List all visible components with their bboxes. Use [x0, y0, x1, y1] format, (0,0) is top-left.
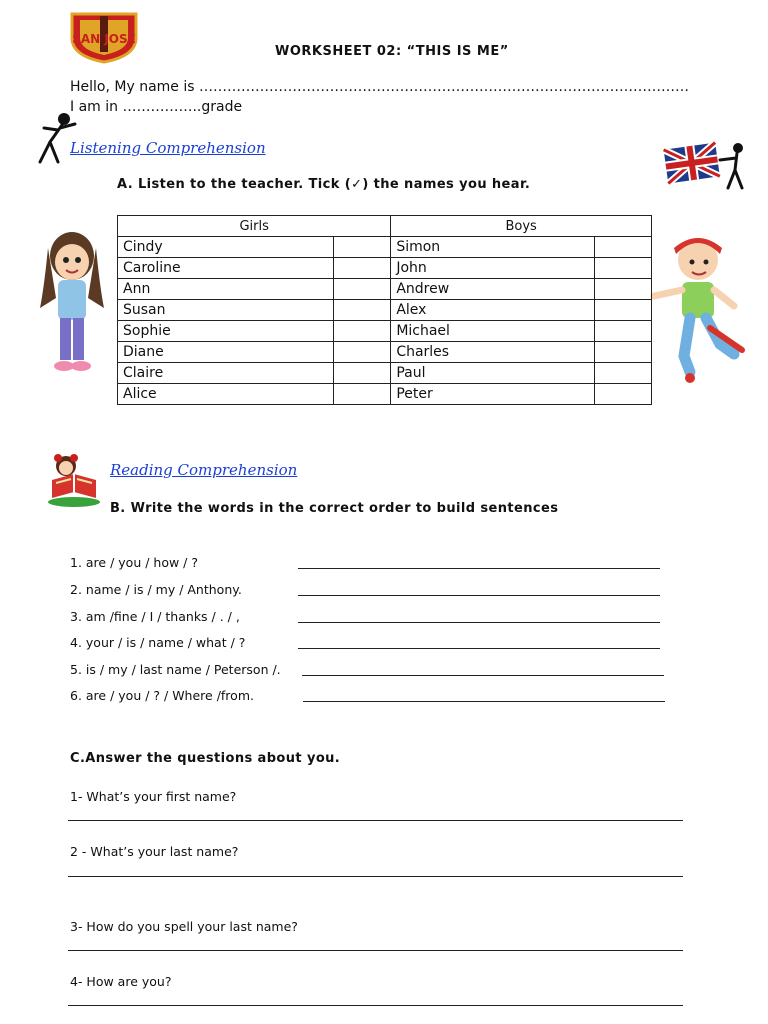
answer-line[interactable]: [68, 876, 683, 877]
tick-box[interactable]: [334, 342, 391, 363]
boy-name: Peter: [391, 384, 595, 405]
boy-name: Charles: [391, 342, 595, 363]
reorder-item-5: 5. is / my / last name / Peterson /.: [70, 662, 281, 677]
girl-name: Caroline: [118, 258, 334, 279]
boy-name: Andrew: [391, 279, 595, 300]
table-row: [118, 363, 652, 384]
uk-flag-icon: [662, 140, 754, 192]
girl-name: Susan: [118, 300, 334, 321]
tick-box[interactable]: [595, 258, 652, 279]
worksheet-title: WORKSHEET 02: “THIS IS ME”: [275, 44, 509, 59]
answer-line[interactable]: [68, 1005, 683, 1006]
question-3: 3- How do you spell your last name?: [70, 919, 298, 934]
table-row: [118, 279, 652, 300]
girl-name: Sophie: [118, 321, 334, 342]
tick-box[interactable]: [334, 321, 391, 342]
reading-heading: Reading Comprehension: [110, 461, 298, 479]
instruction-b: B. Write the words in the correct order to build sentences: [110, 501, 559, 516]
reorder-item-1: 1. are / you / how / ?: [70, 555, 198, 570]
answer-line[interactable]: [298, 622, 660, 623]
boy-name: Michael: [391, 321, 595, 342]
reorder-item-6: 6. are / you / ? / Where /from.: [70, 688, 254, 703]
listening-heading: Listening Comprehension: [70, 139, 266, 157]
tick-box[interactable]: [595, 321, 652, 342]
tick-box[interactable]: [334, 279, 391, 300]
table-row: [118, 300, 652, 321]
boy-name: Paul: [391, 363, 595, 384]
tick-box[interactable]: [595, 237, 652, 258]
table-row: [118, 237, 652, 258]
girl-name: Alice: [118, 384, 334, 405]
girl-name: Cindy: [118, 237, 334, 258]
names-table: [117, 215, 652, 405]
school-crest-logo: [66, 8, 142, 64]
boy-skateboard-cartoon-image: [650, 232, 750, 396]
girl-name: Diane: [118, 342, 334, 363]
tick-box[interactable]: [595, 363, 652, 384]
name-line: Hello, My name is ……………………………………………………………………………………………: [70, 79, 689, 95]
boy-name: John: [391, 258, 595, 279]
girl-name: Claire: [118, 363, 334, 384]
question-2: 2 - What’s your last name?: [70, 844, 239, 859]
table-row: [118, 384, 652, 405]
answer-line[interactable]: [298, 568, 660, 569]
tick-box[interactable]: [334, 258, 391, 279]
instruction-a: A. Listen to the teacher. Tick (✓) the names you hear.: [117, 177, 531, 192]
tick-box[interactable]: [334, 363, 391, 384]
table-row: [118, 258, 652, 279]
svg-text:SAN JOSE: SAN JOSE: [72, 32, 136, 46]
girls-header: Girls: [118, 216, 391, 237]
question-4: 4- How are you?: [70, 974, 172, 989]
answer-line[interactable]: [303, 701, 665, 702]
boy-name: Simon: [391, 237, 595, 258]
reorder-item-4: 4. your / is / name / what / ?: [70, 635, 246, 650]
reading-girl-book-icon: [44, 452, 102, 508]
answer-line[interactable]: [68, 950, 683, 951]
reorder-item-3: 3. am /fine / I / thanks / . / ,: [70, 609, 240, 624]
answer-line[interactable]: [298, 648, 660, 649]
table-row: [118, 321, 652, 342]
girl-cartoon-image: [36, 228, 108, 378]
grade-line: I am in ……………..grade: [70, 99, 243, 115]
question-1: 1- What’s your first name?: [70, 789, 237, 804]
instruction-c: C.Answer the questions about you.: [70, 751, 341, 766]
tick-box[interactable]: [595, 300, 652, 321]
boy-name: Alex: [391, 300, 595, 321]
boys-header: Boys: [391, 216, 652, 237]
tick-box[interactable]: [595, 279, 652, 300]
tick-box[interactable]: [334, 237, 391, 258]
tick-box[interactable]: [595, 384, 652, 405]
answer-line[interactable]: [68, 820, 683, 821]
answer-line[interactable]: [298, 595, 660, 596]
tick-box[interactable]: [595, 342, 652, 363]
answer-line[interactable]: [302, 675, 664, 676]
table-row: [118, 342, 652, 363]
reorder-item-2: 2. name / is / my / Anthony.: [70, 582, 242, 597]
girl-name: Ann: [118, 279, 334, 300]
tick-box[interactable]: [334, 384, 391, 405]
tick-box[interactable]: [334, 300, 391, 321]
